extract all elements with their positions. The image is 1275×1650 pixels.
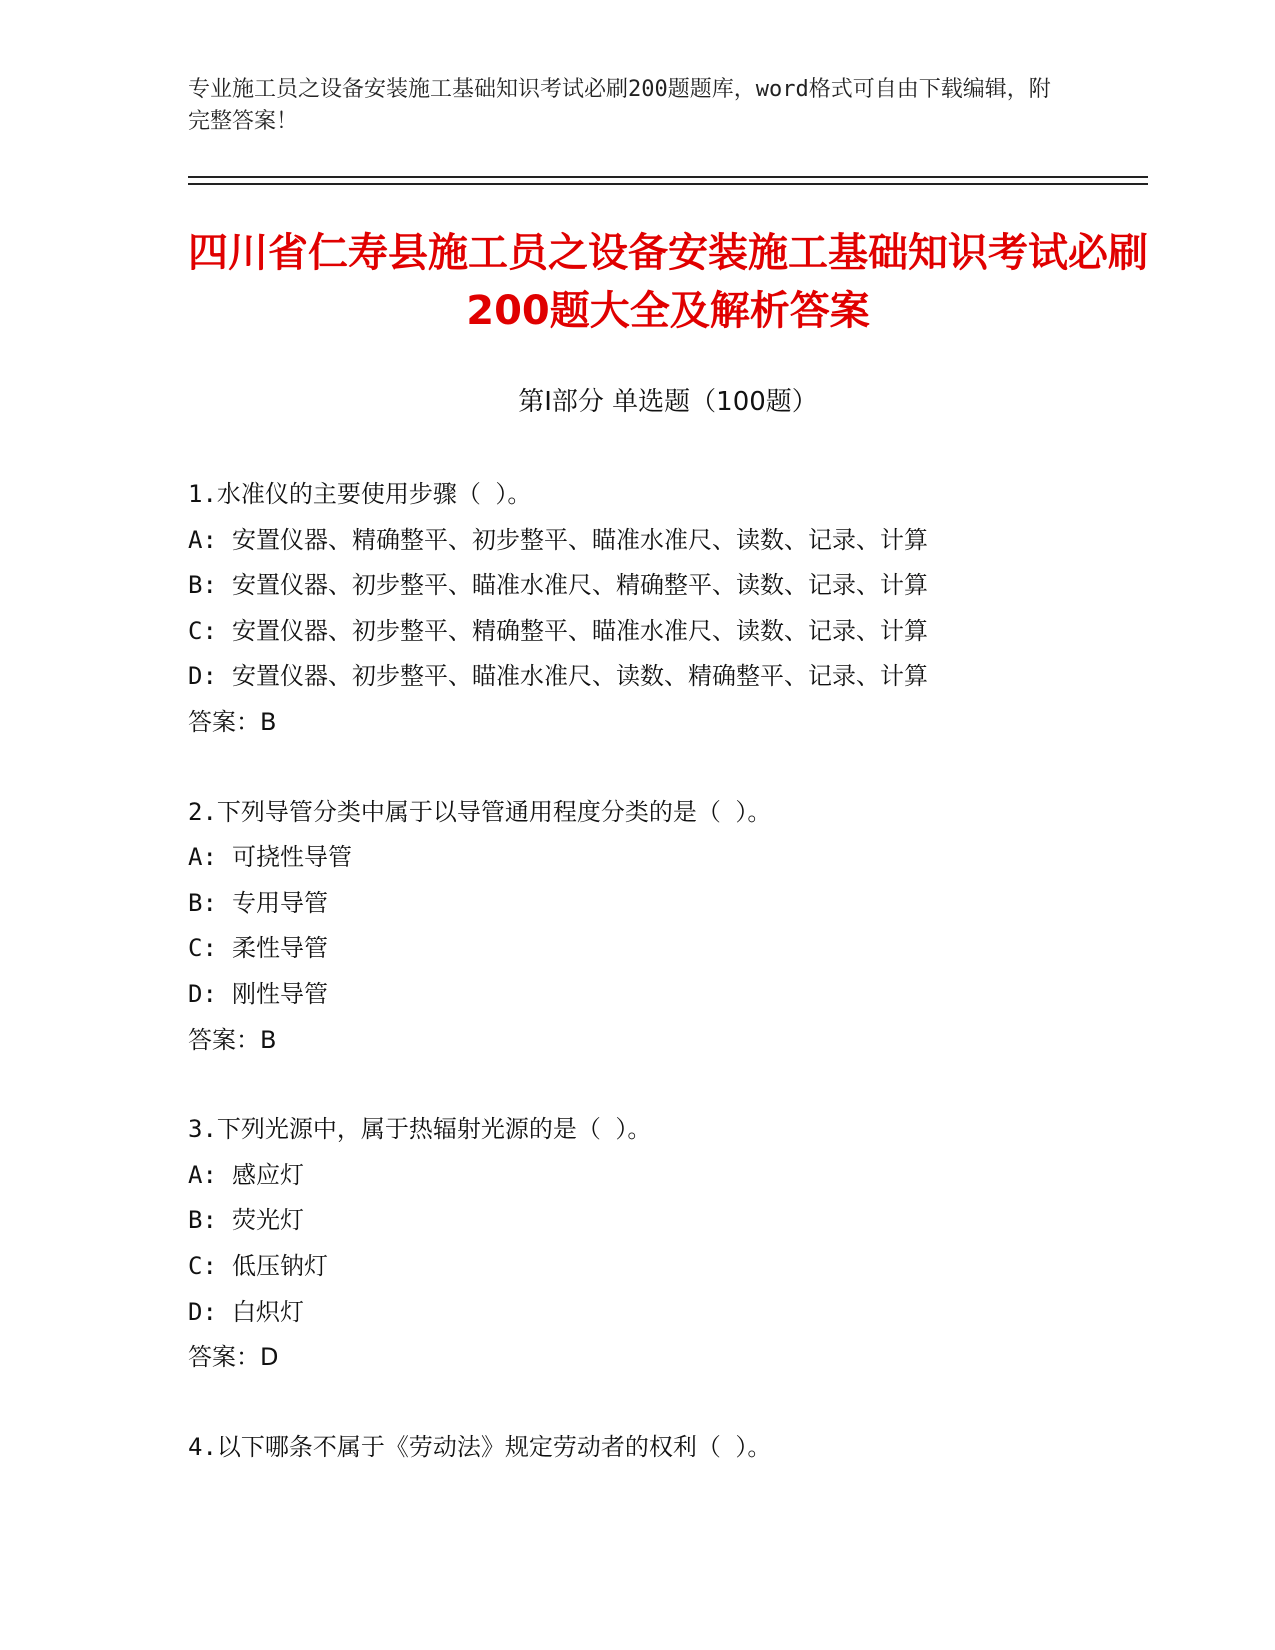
question-2 xyxy=(188,790,1148,1064)
option-c xyxy=(188,609,1148,655)
header-rule-bottom xyxy=(188,183,1148,185)
option-text: 白炽灯 xyxy=(232,1297,304,1326)
option-a xyxy=(188,835,1148,881)
option-b xyxy=(188,563,1148,609)
option-text: 可挠性导管 xyxy=(232,843,352,872)
header-rule-top xyxy=(188,176,1148,178)
question-list xyxy=(188,472,1148,1514)
answer-text: 答案：D xyxy=(188,1343,279,1372)
option-key: B: xyxy=(188,571,217,600)
option-text: 刚性导管 xyxy=(232,979,328,1008)
option-key: C: xyxy=(188,616,217,645)
option-text: 安置仪器、初步整平、瞄准水准尺、读数、精确整平、记录、计算 xyxy=(232,662,928,691)
option-key: D: xyxy=(188,1297,217,1326)
option-a xyxy=(188,1153,1148,1199)
option-text: 安置仪器、精确整平、初步整平、瞄准水准尺、读数、记录、计算 xyxy=(232,525,928,554)
option-key: D: xyxy=(188,979,217,1008)
section-title: 第Ⅰ部分 单选题（100题） xyxy=(518,387,818,417)
option-d xyxy=(188,972,1148,1018)
option-key: A: xyxy=(188,525,217,554)
option-text: 安置仪器、初步整平、精确整平、瞄准水准尺、读数、记录、计算 xyxy=(232,616,928,645)
question-1 xyxy=(188,472,1148,746)
answer-text: 答案：B xyxy=(188,1025,277,1054)
question-text: 3.下列光源中，属于热辐射光源的是（ ）。 xyxy=(188,1115,652,1144)
option-text: 柔性导管 xyxy=(232,934,328,963)
option-b xyxy=(188,1198,1148,1244)
option-text: 低压钠灯 xyxy=(232,1251,328,1280)
option-key: B: xyxy=(188,1206,217,1235)
option-b xyxy=(188,881,1148,927)
option-c xyxy=(188,1244,1148,1290)
option-text: 专用导管 xyxy=(232,888,328,917)
option-key: A: xyxy=(188,1160,217,1189)
question-text: 2.下列导管分类中属于以导管通用程度分类的是（ ）。 xyxy=(188,797,772,826)
option-key: B: xyxy=(188,888,217,917)
option-key: A: xyxy=(188,843,217,872)
option-d xyxy=(188,1290,1148,1336)
option-key: C: xyxy=(188,1251,217,1280)
question-4 xyxy=(188,1425,1148,1471)
option-text: 感应灯 xyxy=(232,1160,304,1189)
option-text: 安置仪器、初步整平、瞄准水准尺、精确整平、读数、记录、计算 xyxy=(232,571,928,600)
option-a xyxy=(188,518,1148,564)
document-title: 四川省仁寿县施工员之设备安装施工基础知识考试必刷200题大全及解析答案 xyxy=(188,230,1148,334)
question-text: 1.水准仪的主要使用步骤（ ）。 xyxy=(188,480,532,508)
option-text: 荧光灯 xyxy=(232,1206,304,1235)
header-note: 专业施工员之设备安装施工基础知识考试必刷200题题库，word格式可自由下载编辑，附完整答案！ xyxy=(188,77,1051,134)
option-c xyxy=(188,926,1148,972)
question-3 xyxy=(188,1107,1148,1381)
option-key: C: xyxy=(188,934,217,963)
question-text: 4.以下哪条不属于《劳动法》规定劳动者的权利（ ）。 xyxy=(188,1432,772,1461)
option-key: D: xyxy=(188,662,217,691)
answer-text: 答案：B xyxy=(188,707,277,736)
option-d xyxy=(188,654,1148,700)
